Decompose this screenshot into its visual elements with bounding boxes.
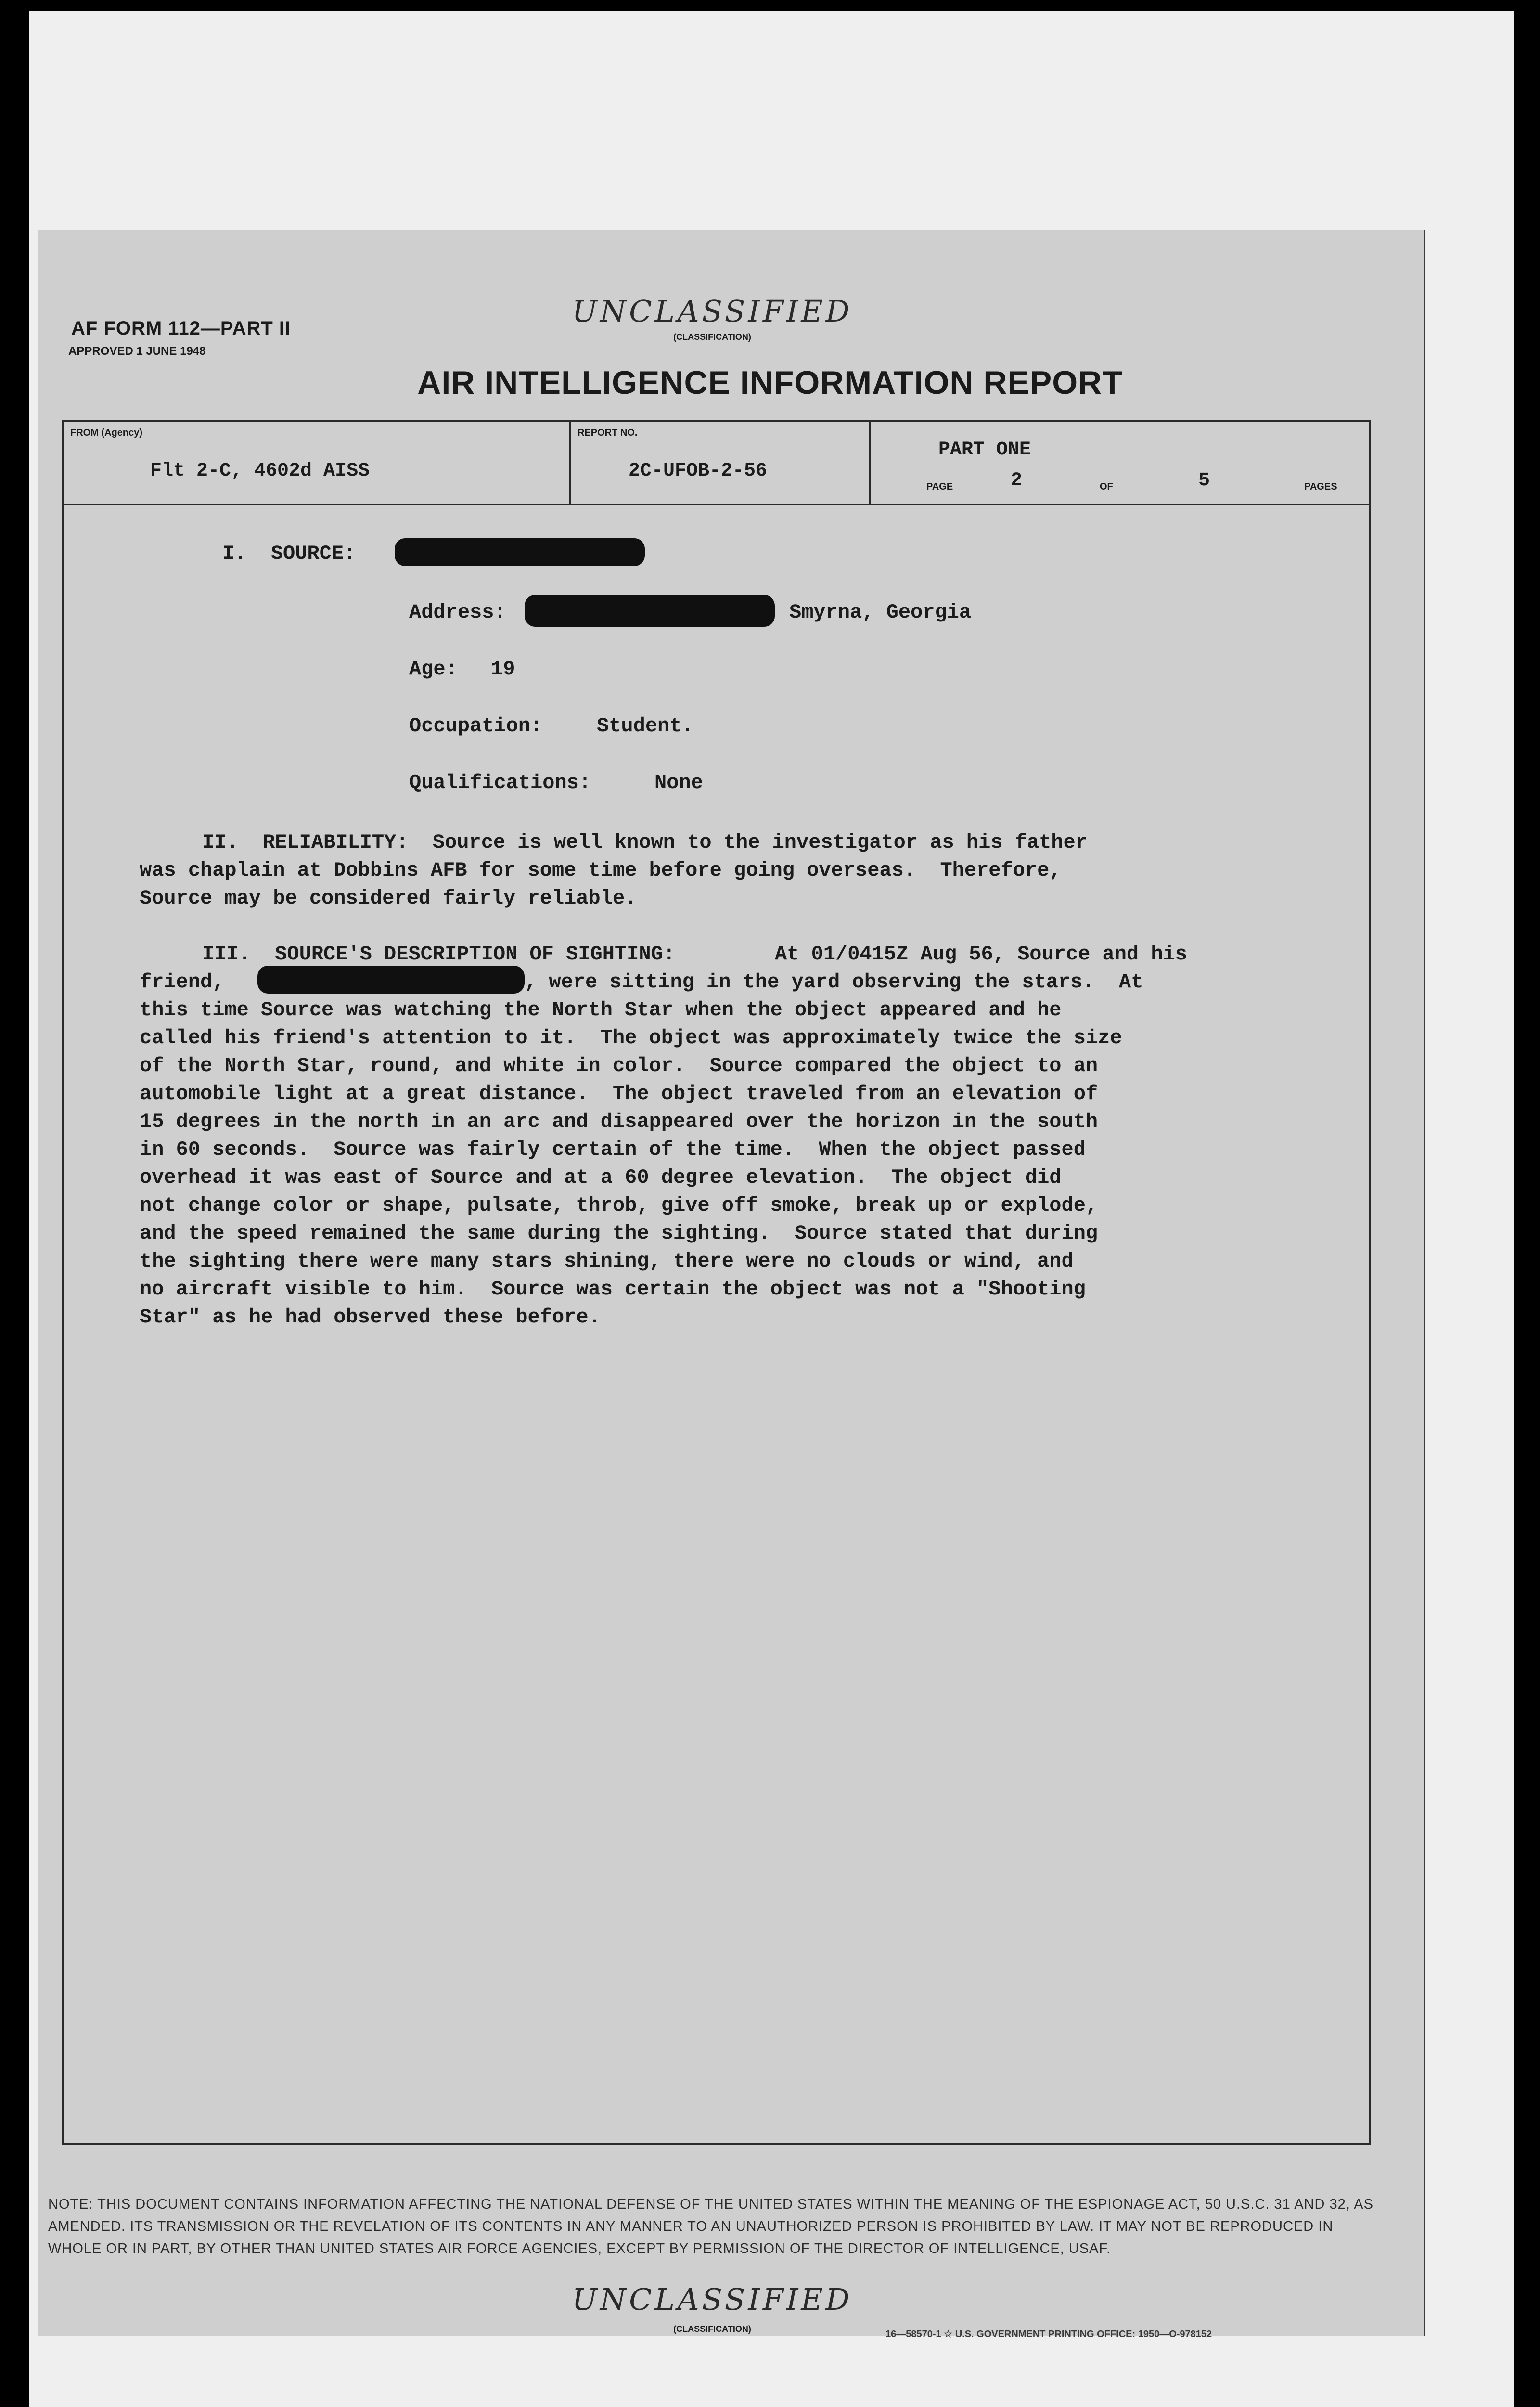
page-cell	[871, 422, 1367, 504]
friend-prefix: friend,	[140, 971, 225, 994]
description-heading: III. SOURCE'S DESCRIPTION OF SIGHTING:	[202, 943, 675, 966]
address-city: Smyrna, Georgia	[789, 601, 972, 624]
classification-top: UNCLASSIFIED	[572, 294, 853, 329]
from-cell	[64, 422, 571, 504]
of-label: OF	[1100, 481, 1113, 492]
form-id: AF FORM 112—PART II	[71, 318, 291, 339]
report-header	[62, 420, 1371, 505]
page-number: 2	[1011, 470, 1023, 492]
description-line-11: and the speed remained the same during the sighting. Source stated that during	[140, 1222, 1098, 1245]
form-approved-date: APPROVED 1 JUNE 1948	[68, 345, 206, 358]
address-label: Address:	[409, 601, 506, 624]
page-total: 5	[1198, 470, 1210, 492]
classification-top-label: (CLASSIFICATION)	[673, 332, 751, 342]
from-label: FROM (Agency)	[70, 427, 142, 438]
redaction-address	[525, 595, 775, 627]
qualifications-label: Qualifications:	[409, 771, 591, 794]
friend-suffix: , were sitting in the yard observing the stars. At	[525, 971, 1143, 994]
source-heading: I. SOURCE:	[222, 542, 356, 565]
page-label: PAGE	[926, 481, 953, 492]
pages-label: PAGES	[1304, 481, 1337, 492]
age-value: 19	[491, 658, 515, 681]
report-no-cell	[571, 422, 871, 504]
description-line-8: in 60 seconds. Source was fairly certain of the time. When the object passed	[140, 1138, 1086, 1161]
redaction-friend-name	[257, 966, 525, 994]
description-line-10: not change color or shape, pulsate, throb, give off smoke, break up or explode,	[140, 1194, 1098, 1217]
age-label: Age:	[409, 658, 458, 681]
description-line-3: this time Source was watching the North Star when the object appeared and he	[140, 998, 1062, 1022]
report-no-value: 2C-UFOB-2-56	[629, 460, 768, 482]
description-line-12: the sighting there were many stars shining, there were no clouds or wind, and	[140, 1250, 1074, 1273]
description-line-6: automobile light at a great distance. The object traveled from an elevation of	[140, 1082, 1098, 1105]
security-notice: NOTE: THIS DOCUMENT CONTAINS INFORMATION AFFECTING THE NATIONAL DEFENSE OF THE UNITED STATES WITHIN THE MEANING OF THE ESPIONAGE ACT, 50 U.S.C. 31 AND 32, AS AMENDED. ITS TRANSMISSION OR THE REVELATION OF ITS CONTENTS IN ANY MANNER TO AN UNAUTHORIZED PERSON IS PROHIBITED BY LAW. IT MAY NOT BE REPRODUCED IN WHOLE OR IN PART, BY OTHER THAN UNITED STATES AIR FORCE AGENCIES, EXCEPT BY PERMISSION OF THE DIRECTOR OF INTELLIGENCE, USAF.	[48, 2197, 1373, 2256]
classification-bottom-label: (CLASSIFICATION)	[673, 2324, 751, 2334]
description-line-13: no aircraft visible to him. Source was certain the object was not a "Shooting	[140, 1278, 1086, 1301]
part-label: PART ONE	[938, 439, 1031, 461]
occupation-label: Occupation:	[409, 714, 543, 738]
report-no-label: REPORT NO.	[578, 427, 638, 438]
from-value: Flt 2-C, 4602d AISS	[150, 460, 370, 482]
printing-office-line: 16—58570-1 ☆ U.S. GOVERNMENT PRINTING OFFICE: 1950—O-978152	[886, 2329, 1212, 2340]
description-line-14: Star" as he had observed these before.	[140, 1306, 601, 1329]
description-line-4: called his friend's attention to it. The object was approximately twice the size	[140, 1026, 1122, 1049]
qualifications-value: None	[654, 771, 703, 794]
reliability-line-3: Source may be considered fairly reliable.	[140, 887, 637, 910]
report-title: AIR INTELLIGENCE INFORMATION REPORT	[417, 364, 1123, 401]
reliability-line-1: II. RELIABILITY: Source is well known to the investigator as his father	[202, 831, 1088, 854]
description-line-7: 15 degrees in the north in an arc and disappeared over the horizon in the south	[140, 1110, 1098, 1133]
occupation-value: Student.	[597, 714, 694, 738]
description-line-1: At 01/0415Z Aug 56, Source and his	[775, 943, 1187, 966]
description-line-9: overhead it was east of Source and at a 60 degree elevation. The object did	[140, 1166, 1062, 1189]
reliability-line-2: was chaplain at Dobbins AFB for some time before going overseas. Therefore,	[140, 859, 1062, 882]
classification-bottom: UNCLASSIFIED	[572, 2282, 853, 2317]
description-line-5: of the North Star, round, and white in color. Source compared the object to an	[140, 1054, 1098, 1077]
redaction-source-name	[395, 538, 645, 566]
